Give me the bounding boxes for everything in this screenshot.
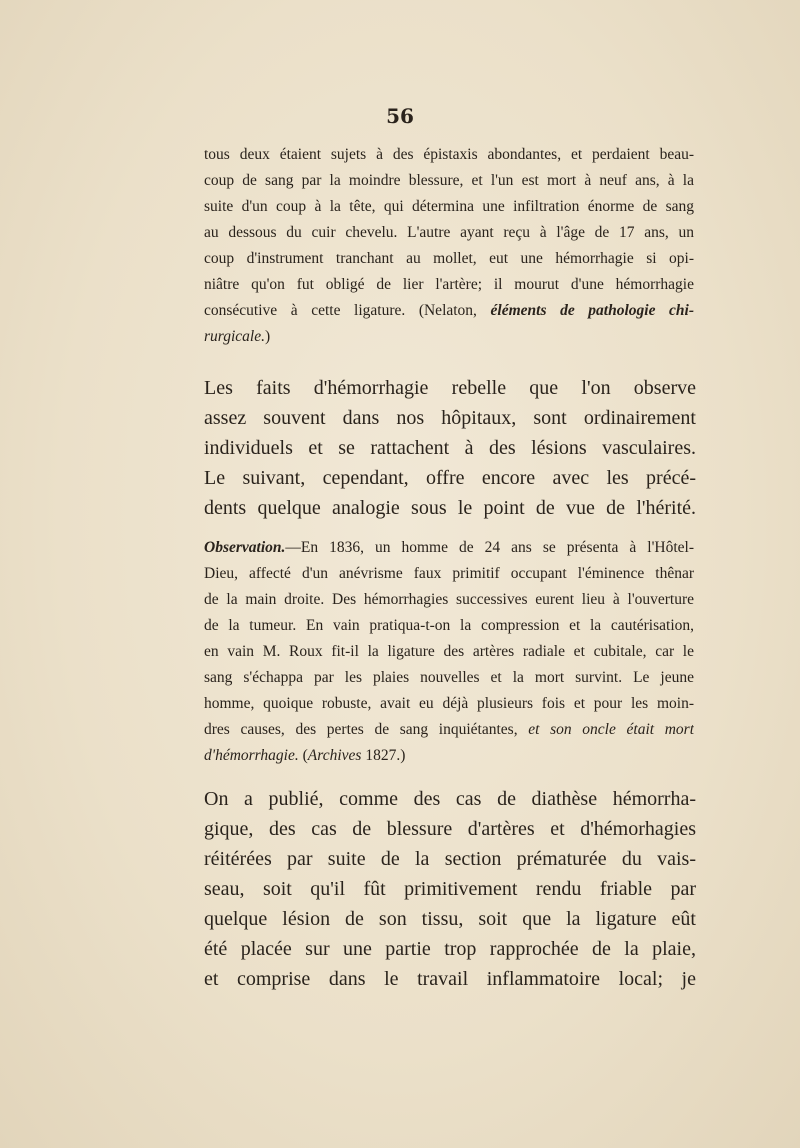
text-line xyxy=(204,717,694,743)
text-line: suite d'un coup à la tête, qui détermina une infiltration énorme de sang xyxy=(204,198,694,215)
archives-year: 1827.) xyxy=(365,747,406,764)
observation-first-line: —En 1836, un homme de 24 ans se présenta à l'Hôtel- xyxy=(285,539,694,556)
text-line: homme, quoique robuste, avait eu déjà plusieurs fois et pour les moin- xyxy=(204,695,694,712)
citation-prefix: consécutive à cette ligature. (Nelaton, xyxy=(204,302,477,319)
observation-paragraph xyxy=(204,535,694,769)
text-line xyxy=(204,535,694,561)
page-number: 56 xyxy=(386,104,414,128)
paragraph-4 xyxy=(204,784,696,994)
text-line: On a publié, comme des cas de diathèse hémorrha- xyxy=(204,788,696,810)
archives-open: ( xyxy=(302,747,308,764)
observation-text: dres causes, des pertes de sang inquiétantes, xyxy=(204,721,518,738)
text-line: Dieu, affecté d'un anévrisme faux primitif occupant l'éminence thênar xyxy=(204,565,694,582)
text-line: en vain M. Roux fit-il la ligature des artères radiale et cubitale, car le xyxy=(204,643,694,660)
observation-label: Observation. xyxy=(204,539,286,556)
text-line: sang s'échappa par les plaies nouvelles et la mort survint. Le jeune xyxy=(204,669,694,686)
archives-title: Archives xyxy=(307,747,362,764)
text-line: gique, des cas de blessure d'artères et d'hémorhagies xyxy=(204,818,696,840)
text-line: assez souvent dans nos hôpitaux, sont ordinairement xyxy=(204,407,696,429)
text-line: niâtre qu'on fut obligé de lier l'artère; il mourut d'une hémorrhagie xyxy=(204,276,694,293)
top-paragraph xyxy=(204,142,694,350)
text-line: Le suivant, cependant, offre encore avec les précé- xyxy=(204,467,696,489)
text-line: coup de sang par la moindre blessure, et l'un est mort à neuf ans, à la xyxy=(204,172,694,189)
paragraph-2 xyxy=(204,373,696,523)
text-line xyxy=(204,743,694,769)
text-line: coup d'instrument tranchant au mollet, eut une hémorrhagie si opi- xyxy=(204,250,694,267)
citation-title: éléments de pathologie chi- xyxy=(490,302,694,319)
text-line xyxy=(204,324,694,350)
text-line: été placée sur une partie trop rapprochée de la plaie, xyxy=(204,938,696,960)
citation-title-end: rurgicale. xyxy=(204,328,265,345)
citation-close: ) xyxy=(265,328,271,345)
text-line: au dessous du cuir chevelu. L'autre ayant reçu à l'âge de 17 ans, un xyxy=(204,224,694,241)
text-line: individuels et se rattachent à des lésions vasculaires. xyxy=(204,437,696,459)
text-line: et comprise dans le travail inflammatoire local; je xyxy=(204,968,696,990)
text-line xyxy=(204,298,694,324)
text-line: tous deux étaient sujets à des épistaxis abondantes, et perdaient beau- xyxy=(204,146,694,163)
observation-italic-tail: et son oncle était mort xyxy=(528,721,694,738)
text-line: réitérées par suite de la section prématurée du vais- xyxy=(204,848,696,870)
text-line: seau, soit qu'il fût primitivement rendu friable par xyxy=(204,878,696,900)
text-line: Les faits d'hémorrhagie rebelle que l'on observe xyxy=(204,377,696,399)
observation-italic-end: d'hémorrhagie. xyxy=(204,747,299,764)
text-line: quelque lésion de son tissu, soit que la ligature eût xyxy=(204,908,696,930)
text-line: de la main droite. Des hémorrhagies successives eurent lieu à l'ouverture xyxy=(204,591,694,608)
text-line: dents quelque analogie sous le point de vue de l'hérité. xyxy=(204,497,696,519)
text-line: de la tumeur. En vain pratiqua-t-on la compression et la cautérisation, xyxy=(204,617,694,634)
